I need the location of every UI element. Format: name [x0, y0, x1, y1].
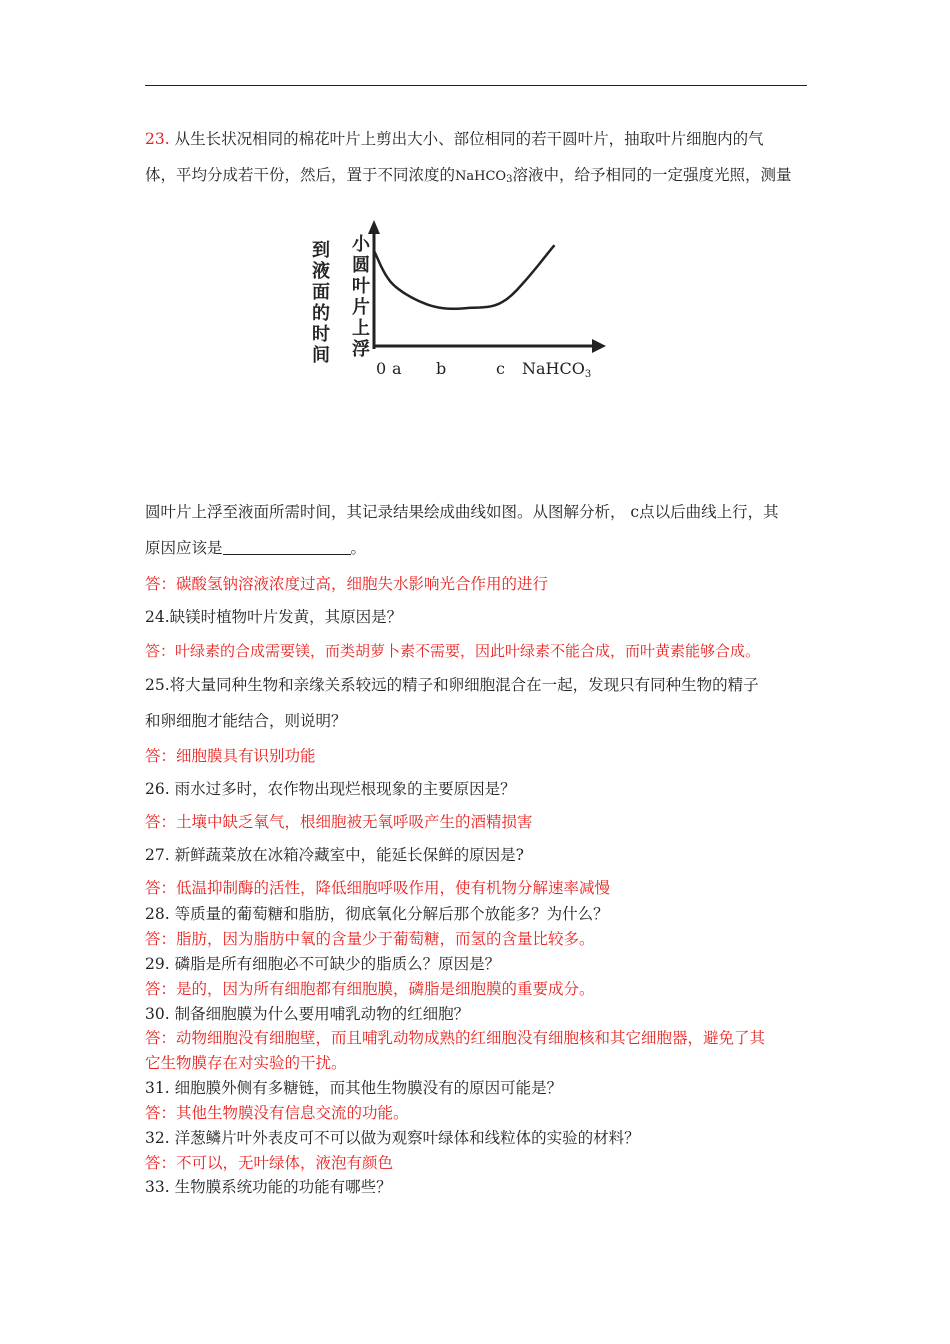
- q30-answer: 答：动物细胞没有细胞壁，而且哺乳动物成熟的红细胞没有细胞核和其它细胞器，避免了其: [145, 1029, 766, 1047]
- y-label-left-char: 间: [312, 345, 330, 366]
- y-label-left-char: 液: [312, 261, 330, 282]
- q25-question-cont: 和卵细胞才能结合，则说明？: [145, 712, 347, 730]
- q26-question: 26. 雨水过多时，农作物出现烂根现象的主要原因是？: [145, 780, 516, 798]
- x-tick-a: a: [392, 359, 402, 378]
- y-label-left-char: 时: [312, 324, 330, 345]
- y-label-right-char: 小: [352, 234, 370, 255]
- q29-question: 29. 磷脂是所有细胞必不可缺少的脂质么？原因是？: [145, 955, 501, 973]
- y-label-left-char: 到: [312, 240, 330, 261]
- q28-answer: 答：脂肪，因为脂肪中氧的含量少于葡萄糖，而氢的含量比较多。: [145, 930, 595, 948]
- x-tick-labels: [376, 359, 505, 378]
- q23-number: 23.: [145, 130, 170, 148]
- q31-answer: 答：其他生物膜没有信息交流的功能。: [145, 1104, 409, 1122]
- x-tick-0: 0: [376, 359, 387, 378]
- q32-question: 32. 洋葱鳞片叶外表皮可不可以做为观察叶绿体和线粒体的实验的材料？: [145, 1129, 640, 1147]
- q23-line2: 体，平均分成若干份，然后，置于不同浓度的NaHCO$_3$溶液中，给予相同的一定强度光照，测量: [145, 166, 792, 185]
- q30-answer-cont: 它生物膜存在对实验的干扰。: [145, 1054, 347, 1072]
- q24-question: 24.缺镁时植物叶片发黄，其原因是？: [145, 608, 403, 626]
- q27-answer: 答：低温抑制酶的活性，降低细胞呼吸作用，使有机物分解速率减慢: [145, 879, 611, 897]
- x-tick-c: c: [496, 359, 505, 378]
- y-label-right-char: 圆: [352, 255, 370, 276]
- q23-answer: 答：碳酸氢钠溶液浓度过高，细胞失水影响光合作用的进行: [145, 575, 549, 593]
- y-label-right-char: 上: [352, 318, 370, 339]
- q29-answer: 答：是的，因为所有细胞都有细胞膜，磷脂是细胞膜的重要成分。: [145, 980, 595, 998]
- q30-question: 30. 制备细胞膜为什么要用哺乳动物的红细胞？: [145, 1005, 470, 1023]
- nahco3-time-chart: [300, 214, 620, 384]
- q25-answer: 答：细胞膜具有识别功能: [145, 747, 316, 765]
- q33-question: 33. 生物膜系统功能的功能有哪些？: [145, 1178, 392, 1196]
- x-axis-label: NaHCO3: [522, 359, 592, 380]
- q27-question: 27. 新鲜蔬菜放在冰箱冷藏室中，能延长保鲜的原因是?: [145, 846, 524, 864]
- answer-blank[interactable]: [223, 540, 351, 555]
- q23-line4: 原因应该是 。: [145, 539, 367, 557]
- q28-question: 28. 等质量的葡萄糖和脂肪，彻底氧化分解后那个放能多？为什么？: [145, 905, 609, 923]
- y-label-left-char: 面: [312, 282, 330, 303]
- q23-line1: 23. 从生长状况相同的棉花叶片上剪出大小、部位相同的若干圆叶片，抽取叶片细胞内的气: [145, 130, 764, 148]
- q31-question: 31. 细胞膜外侧有多糖链，而其他生物膜没有的原因可能是？: [145, 1079, 563, 1097]
- q23-line3: 圆叶片上浮至液面所需时间，其记录结果绘成曲线如图。从图解分析， c点以后曲线上行，其: [145, 503, 779, 521]
- y-label-right-char: 叶: [352, 276, 370, 297]
- q32-answer: 答：不可以，无叶绿体，液泡有颜色: [145, 1154, 394, 1172]
- y-axis-label-right: [352, 233, 371, 360]
- curve-line: [374, 245, 555, 309]
- y-label-right-char: 浮: [352, 339, 370, 360]
- q25-question: 25.将大量同种生物和亲缘关系较远的精子和卵细胞混合在一起，发现只有同种生物的精子: [145, 676, 759, 694]
- x-axis-arrow: [592, 339, 606, 353]
- header-rule: [145, 85, 807, 86]
- y-axis-arrow: [368, 220, 380, 234]
- q24-answer: 答：叶绿素的合成需要镁，而类胡萝卜素不需要，因此叶绿素不能合成，而叶黄素能够合成。: [145, 642, 761, 660]
- x-tick-b: b: [436, 359, 447, 378]
- y-label-right-char: 片: [352, 297, 370, 318]
- y-label-left-char: 的: [312, 303, 330, 324]
- y-axis-label-left: [312, 239, 330, 366]
- q26-answer: 答：土壤中缺乏氧气，根细胞被无氧呼吸产生的酒精损害: [145, 813, 533, 831]
